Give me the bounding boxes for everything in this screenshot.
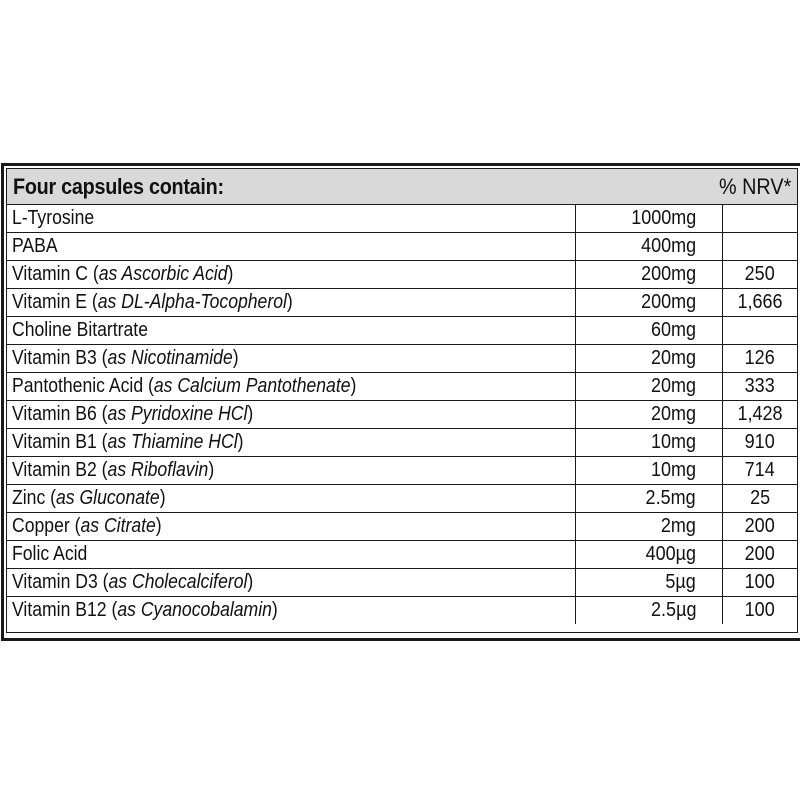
amount-cell: [576, 569, 723, 597]
ingredient-name: Choline Bitartrate: [12, 319, 148, 341]
ingredient-name-cell: Vitamin B1 (as Thiamine HCl): [7, 429, 576, 457]
ingredient-name-cell: Vitamin B3 (as Nicotinamide): [7, 345, 576, 373]
header-nrv: % NRV*: [718, 173, 791, 199]
ingredient-name-cell: Vitamin B12 (as Cyanocobalamin): [12, 599, 278, 621]
amount-cell: [576, 513, 723, 541]
amount: 2.5µg: [650, 599, 696, 621]
amount: 5µg: [665, 571, 696, 593]
table-row: [7, 597, 797, 625]
table-row: [7, 289, 797, 317]
table-row: [7, 261, 797, 289]
amount: 10mg: [650, 459, 696, 481]
nrv-value: 100: [744, 571, 776, 593]
amount-cell: [576, 541, 723, 569]
nrv-cell: [723, 429, 798, 457]
ingredient-qualifier: as Cyanocobalamin: [117, 599, 272, 621]
nrv-cell: [723, 513, 798, 541]
nrv-value: 200: [744, 543, 776, 565]
table-row: [7, 233, 797, 261]
nrv-value: 1,428: [737, 403, 783, 425]
nrv-value: 100: [744, 599, 776, 621]
amount-cell: [576, 261, 723, 289]
nutrition-table: [1, 163, 800, 641]
amount-cell: [576, 205, 723, 233]
amount-cell: [576, 597, 723, 625]
ingredient-qualifier: as Calcium Pantothenate: [153, 375, 351, 397]
table-row: [7, 457, 797, 485]
amount-cell: [576, 233, 723, 261]
amount: 20mg: [650, 375, 696, 397]
ingredient-name-cell: Pantothenic Acid (as Calcium Pantothenate): [7, 373, 576, 401]
nrv-cell: [723, 457, 798, 485]
ingredient-name: Vitamin B2: [12, 459, 97, 481]
nrv-cell: [723, 205, 798, 233]
amount-cell: [576, 401, 723, 429]
ingredient-name-cell: Vitamin B6 (as Pyridoxine HCl): [7, 401, 576, 429]
nrv-cell: [723, 597, 798, 625]
ingredient-name: Vitamin B12: [12, 599, 107, 621]
nrv-value: 25: [749, 487, 771, 509]
amount-cell: [576, 457, 723, 485]
ingredient-qualifier: as Riboflavin: [107, 459, 209, 481]
nrv-cell: [723, 569, 798, 597]
nrv-cell: [723, 233, 798, 261]
ingredient-qualifier: as Pyridoxine HCl: [107, 403, 248, 425]
amount: 10mg: [650, 431, 696, 453]
ingredient-name: Vitamin B3: [12, 347, 97, 369]
nrv-cell: [723, 317, 798, 345]
nrv-cell: [723, 261, 798, 289]
ingredient-name: Vitamin B1: [12, 431, 97, 453]
amount: 200mg: [640, 291, 696, 313]
ingredient-name: Copper: [12, 515, 70, 537]
nrv-cell: [723, 541, 798, 569]
ingredient-qualifier: as Thiamine HCl: [107, 431, 238, 453]
ingredient-name: Vitamin C: [12, 263, 88, 285]
nrv-cell: [723, 289, 798, 317]
table-header: [7, 169, 797, 205]
nrv-cell: [723, 345, 798, 373]
nrv-value: 910: [744, 431, 776, 453]
ingredient-name-cell: Copper (as Citrate): [7, 513, 576, 541]
amount: 400µg: [645, 543, 696, 565]
amount: 20mg: [650, 347, 696, 369]
amount-cell: [576, 289, 723, 317]
table-row: [7, 541, 797, 569]
ingredient-name-cell: Zinc (as Gluconate): [7, 485, 576, 513]
header-title: Four capsules contain:: [13, 173, 224, 199]
table-row: [7, 373, 797, 401]
nrv-value: 200: [744, 515, 776, 537]
amount: 60mg: [650, 319, 696, 341]
nrv-cell: [723, 401, 798, 429]
ingredient-name-cell: [7, 317, 576, 345]
table-row: [7, 317, 797, 345]
amount-cell: [576, 429, 723, 457]
ingredient-qualifier: as Nicotinamide: [107, 347, 233, 369]
ingredient-qualifier: as Citrate: [80, 515, 156, 537]
ingredient-name: Zinc: [12, 487, 46, 509]
nrv-value: 333: [744, 375, 776, 397]
table-row: [7, 429, 797, 457]
ingredient-name: Vitamin D3: [12, 571, 98, 593]
amount: 2mg: [660, 515, 696, 537]
amount-cell: [576, 485, 723, 513]
nrv-value: 1,666: [737, 291, 783, 313]
ingredient-name-cell: [7, 205, 576, 233]
ingredient-qualifier: as DL-Alpha-Tocopherol: [97, 291, 287, 313]
nrv-cell: [723, 485, 798, 513]
ingredient-qualifier: as Cholecalciferol: [108, 571, 248, 593]
ingredient-name: Folic Acid: [12, 543, 88, 565]
ingredient-name-cell: Vitamin B2 (as Riboflavin): [7, 457, 576, 485]
table-row: [7, 485, 797, 513]
nrv-value: 250: [744, 263, 776, 285]
amount-cell: [576, 373, 723, 401]
table-row: [7, 205, 797, 233]
ingredient-name: L-Tyrosine: [12, 207, 95, 229]
amount: 20mg: [650, 403, 696, 425]
amount: 400mg: [640, 235, 696, 257]
ingredient-qualifier: as Gluconate: [56, 487, 160, 509]
ingredient-name: Vitamin B6: [12, 403, 97, 425]
table-row: [7, 569, 797, 597]
ingredient-name-cell: [7, 541, 576, 569]
amount: 200mg: [640, 263, 696, 285]
amount-cell: [576, 345, 723, 373]
amount: 1000mg: [630, 207, 696, 229]
ingredient-qualifier: as Ascorbic Acid: [98, 263, 228, 285]
nrv-value: 126: [744, 347, 776, 369]
nrv-cell: [723, 373, 798, 401]
table-row: [7, 401, 797, 429]
ingredient-name-cell: Vitamin E (as DL-Alpha-Tocopherol): [7, 289, 576, 317]
amount-cell: [576, 317, 723, 345]
table-row: [7, 513, 797, 541]
table-row: [7, 345, 797, 373]
amount: 2.5mg: [645, 487, 696, 509]
ingredient-name: Pantothenic Acid: [12, 375, 144, 397]
ingredient-name: Vitamin E: [12, 291, 88, 313]
ingredient-name-cell: [7, 233, 576, 261]
nrv-value: 714: [744, 459, 776, 481]
ingredient-name-cell: Vitamin D3 (as Cholecalciferol): [7, 569, 576, 597]
ingredient-name-cell: Vitamin C (as Ascorbic Acid): [7, 261, 576, 289]
ingredient-name: PABA: [12, 235, 58, 257]
